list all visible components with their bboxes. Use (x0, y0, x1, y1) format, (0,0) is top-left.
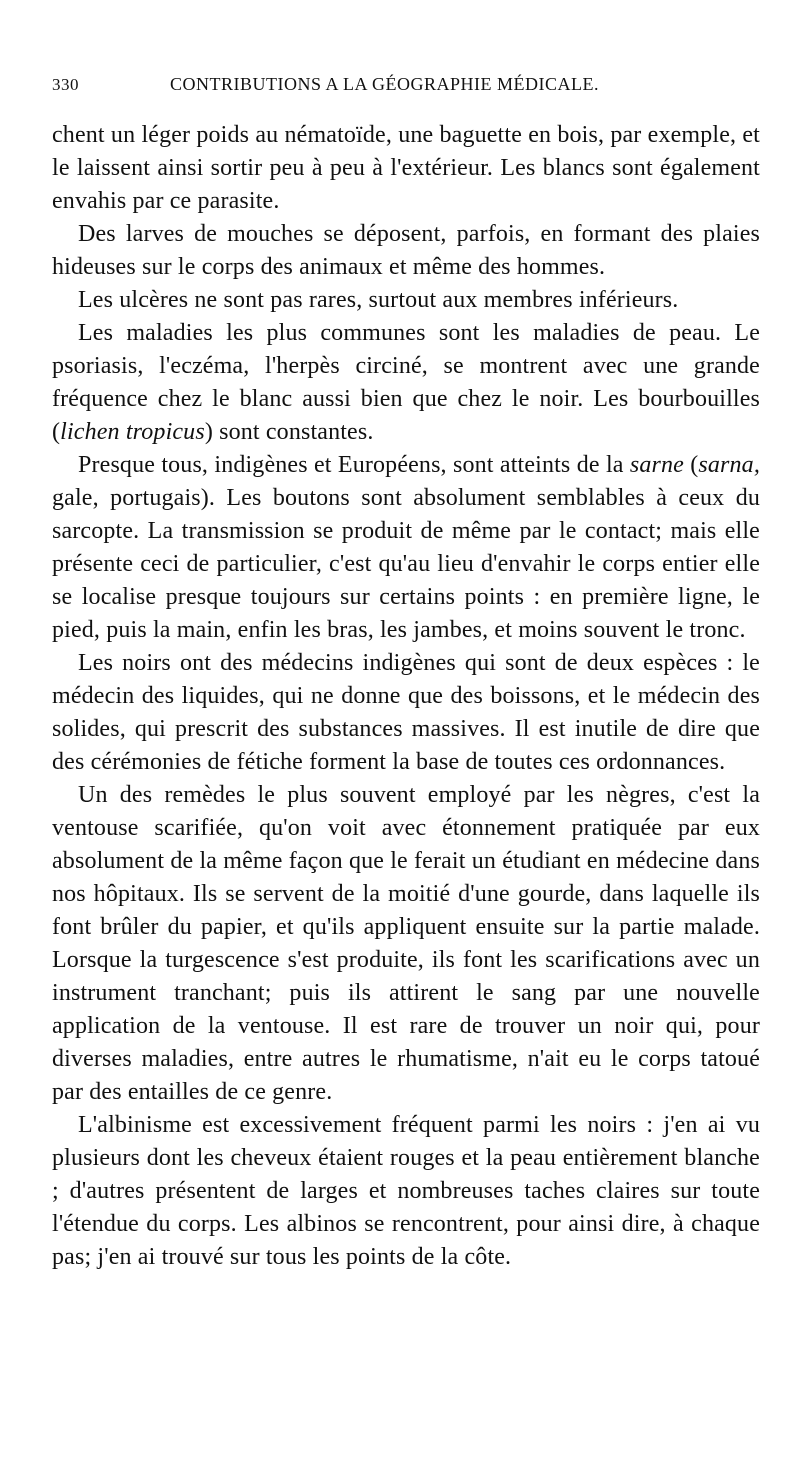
italic-term: lichen tropicus (60, 419, 205, 445)
page-body (52, 119, 760, 1274)
paragraph-1 (52, 119, 760, 218)
paragraph-8 (52, 1109, 760, 1274)
paragraph-7 (52, 779, 760, 1109)
paragraph-text: chent un léger poids au nématoïde, une baguette en bois, par exemple, et le laissent ainsi sortir peu à peu à l'extérieur. Les blancs sont également envahis par ce parasite. (52, 122, 760, 214)
paragraph-3 (52, 284, 760, 317)
running-title: CONTRIBUTIONS A LA GÉOGRAPHIE MÉDICALE. (170, 74, 599, 94)
paragraph-2 (52, 218, 760, 284)
paragraph-4 (52, 317, 760, 449)
paragraph-text: Les ulcères ne sont pas rares, surtout aux membres inférieurs. (78, 287, 679, 313)
paragraph-text: Des larves de mouches se déposent, parfois, en formant des plaies hideuses sur le corps des animaux et même des hommes. (52, 221, 760, 280)
italic-term: sarne (629, 452, 684, 478)
paragraph-text: Les noirs ont des médecins indigènes qui sont de deux espèces : le médecin des liquides, qui ne donne que des boissons, et le médecin des solides, qui prescrit des substances massives. Il est inutile de dire que des cérémonies de fétiche forment la base de toutes ces ordonnances. (52, 650, 760, 775)
page-header (52, 74, 764, 102)
paragraph-text: Presque tous, indigènes et Européens, sont atteints de la (78, 452, 630, 478)
paragraph-6 (52, 647, 760, 779)
paragraph-text: Un des remèdes le plus souvent employé par les nègres, c'est la ventouse scarifiée, qu'on voit avec étonnement pratiquée par eux absolument de la même façon que le ferait un étudiant en médecine dans nos hôpitaux. Ils se servent de la moitié d'une gourde, dans laquelle ils font brûler du papier, et qu'ils appliquent ensuite sur la partie malade. Lorsque la turgescence s'est produite, ils font les scarifications avec un instrument tranchant; puis ils attirent le sang par une nouvelle application de la ventouse. Il est rare de trouver un noir qui, pour diverses maladies, entre autres le rhumatisme, n'ait eu le corps tatoué par des entailles de ce genre. (52, 782, 760, 1105)
paragraph-5 (52, 449, 760, 647)
paragraph-text: ) sont constantes. (204, 419, 374, 445)
paragraph-text: L'albinisme est excessivement fréquent parmi les noirs : j'en ai vu plusieurs dont les cheveux étaient rouges et la peau entièrement blanche ; d'autres présentent de larges et nombreuses taches claires sur toute l'étendue du corps. Les albinos se rencontrent, pour ainsi dire, à chaque pas; j'en ai trouvé sur tous les points de la côte. (52, 1112, 760, 1270)
italic-term: sarna, (698, 452, 760, 478)
book-page (52, 74, 764, 1270)
paragraph-text: gale, portugais). Les boutons sont absolument semblables à ceux du sarcopte. La transmission se produit de même par le contact; mais elle présente ceci de particulier, c'est qu'au lieu d'envahir le corps entier elle se localise presque toujours sur certains points : en première ligne, le pied, puis la main, enfin les bras, les jambes, et moins souvent le tronc. (52, 485, 760, 643)
page-number: 330 (52, 75, 79, 94)
paragraph-text: Les maladies les plus communes sont les maladies de peau. Le psoriasis, l'eczéma, l'herpès circiné, se montrent avec une grande fréquence chez le blanc aussi bien que chez le noir. Les bourbouilles ( (52, 320, 760, 445)
paragraph-text: ( (683, 452, 699, 478)
